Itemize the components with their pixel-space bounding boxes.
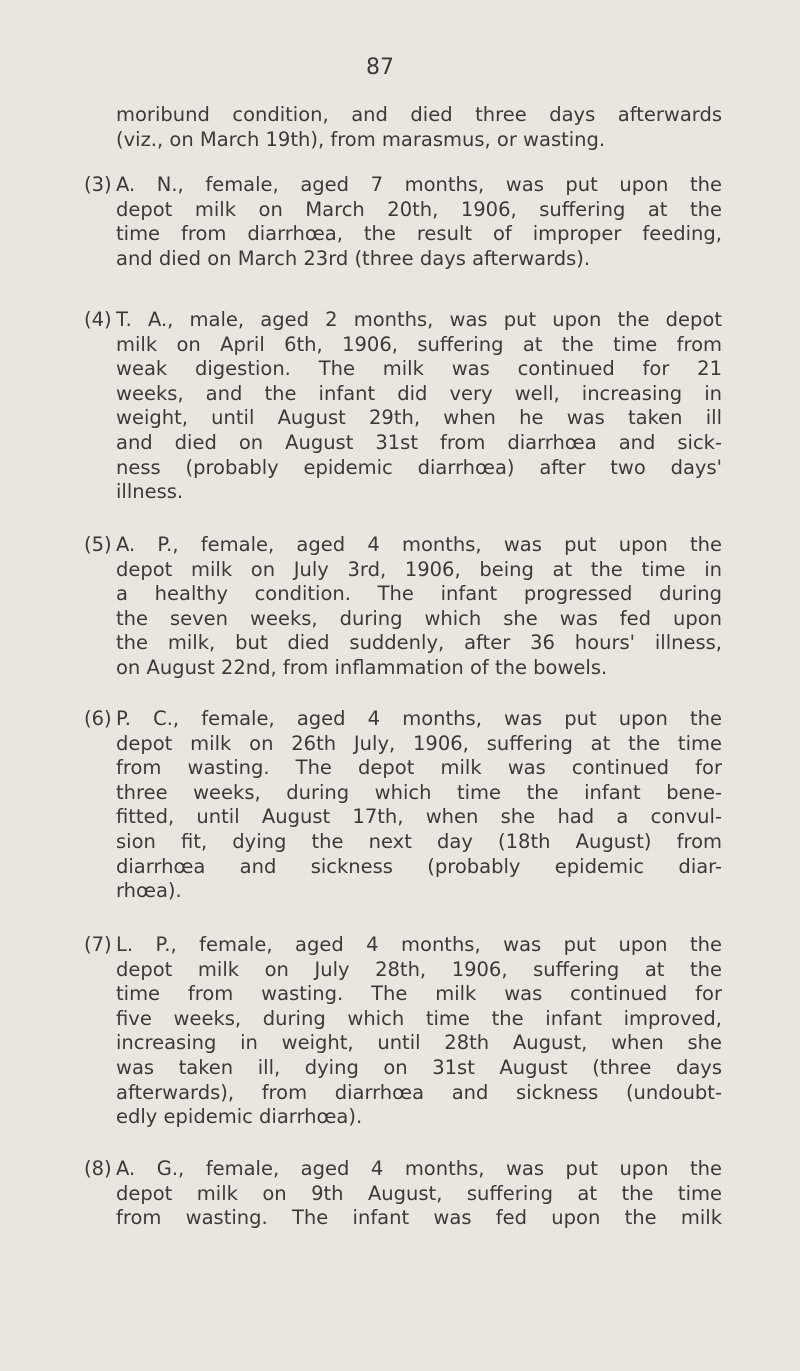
text-line: five weeks, during which time the infant improved,	[116, 1006, 722, 1030]
text-line: a healthy condition. The infant progressed during	[116, 582, 722, 606]
case-entry-8	[84, 1157, 722, 1231]
case-entry-4	[84, 308, 722, 505]
text-line: (viz., on March 19th), from marasmus, or wasting.	[116, 127, 606, 151]
text-line: the seven weeks, during which she was fed upon	[116, 606, 722, 630]
text-line: L. P., female, aged 4 months, was put upon the	[116, 933, 722, 956]
text-line: sion fit, dying the next day (18th August) from	[116, 829, 722, 853]
text-line: depot milk on 9th August, suffering at the time	[116, 1181, 722, 1205]
continuation-paragraph	[116, 103, 722, 152]
text-line: weight, until August 29th, when he was taken ill	[116, 406, 722, 430]
entry-number: (4)	[84, 308, 112, 331]
text-line: three weeks, during which time the infant bene-	[116, 780, 722, 804]
entry-number: (7)	[84, 933, 112, 956]
text-line: increasing in weight, until 28th August, when she	[116, 1031, 722, 1055]
text-line: depot milk on 26th July, 1906, suffering at the time	[116, 731, 722, 755]
text-line: A. G., female, aged 4 months, was put upon the	[116, 1157, 722, 1180]
case-entry-5	[84, 533, 722, 681]
entry-number: (5)	[84, 533, 112, 556]
page-number: 87	[366, 55, 394, 80]
text-line: time from diarrhœa, the result of improper feeding,	[116, 222, 722, 246]
text-line: the milk, but died suddenly, after 36 hours' illness,	[116, 631, 722, 655]
text-line: edly epidemic diarrhœa).	[116, 1105, 363, 1129]
text-line: T. A., male, aged 2 months, was put upon the depot	[116, 308, 722, 331]
text-line: fitted, until August 17th, when she had a convul-	[116, 805, 722, 829]
entry-number: (3)	[84, 173, 112, 196]
text-line: and died on March 23rd (three days afterwards).	[116, 246, 591, 270]
entry-number: (6)	[84, 707, 112, 730]
case-entry-3	[84, 173, 722, 271]
text-line: weak digestion. The milk was continued for 21	[116, 357, 722, 381]
text-line: ness (probably epidemic diarrhœa) after two days'	[116, 455, 722, 479]
text-line: A. P., female, aged 4 months, was put upon the	[116, 533, 722, 556]
text-line: time from wasting. The milk was continued for	[116, 982, 722, 1006]
text-line: rhœa).	[116, 879, 182, 903]
text-line: moribund condition, and died three days afterwards	[116, 103, 722, 126]
text-line: and died on August 31st from diarrhœa and sick-	[116, 430, 722, 454]
text-line: was taken ill, dying on 31st August (three days	[116, 1055, 722, 1079]
text-line: depot milk on July 3rd, 1906, being at the time in	[116, 557, 722, 581]
text-line: weeks, and the infant did very well, increasing in	[116, 381, 722, 405]
text-line: diarrhœa and sickness (probably epidemic diar-	[116, 854, 722, 878]
case-entry-6	[84, 707, 722, 904]
text-line: P. C., female, aged 4 months, was put upon the	[116, 707, 722, 730]
text-line: illness.	[116, 480, 184, 504]
entry-number: (8)	[84, 1157, 112, 1180]
text-line: A. N., female, aged 7 months, was put upon the	[116, 173, 722, 196]
text-line: depot milk on March 20th, 1906, suffering at the	[116, 197, 722, 221]
case-entry-7	[84, 933, 722, 1130]
text-line: from wasting. The infant was fed upon the milk	[116, 1206, 722, 1230]
text-line: depot milk on July 28th, 1906, suffering at the	[116, 957, 722, 981]
text-line: from wasting. The depot milk was continued for	[116, 756, 722, 780]
text-line: milk on April 6th, 1906, suffering at the time from	[116, 332, 722, 356]
text-line: on August 22nd, from inflammation of the bowels.	[116, 655, 608, 679]
text-line: afterwards), from diarrhœa and sickness (undoubt-	[116, 1080, 722, 1104]
